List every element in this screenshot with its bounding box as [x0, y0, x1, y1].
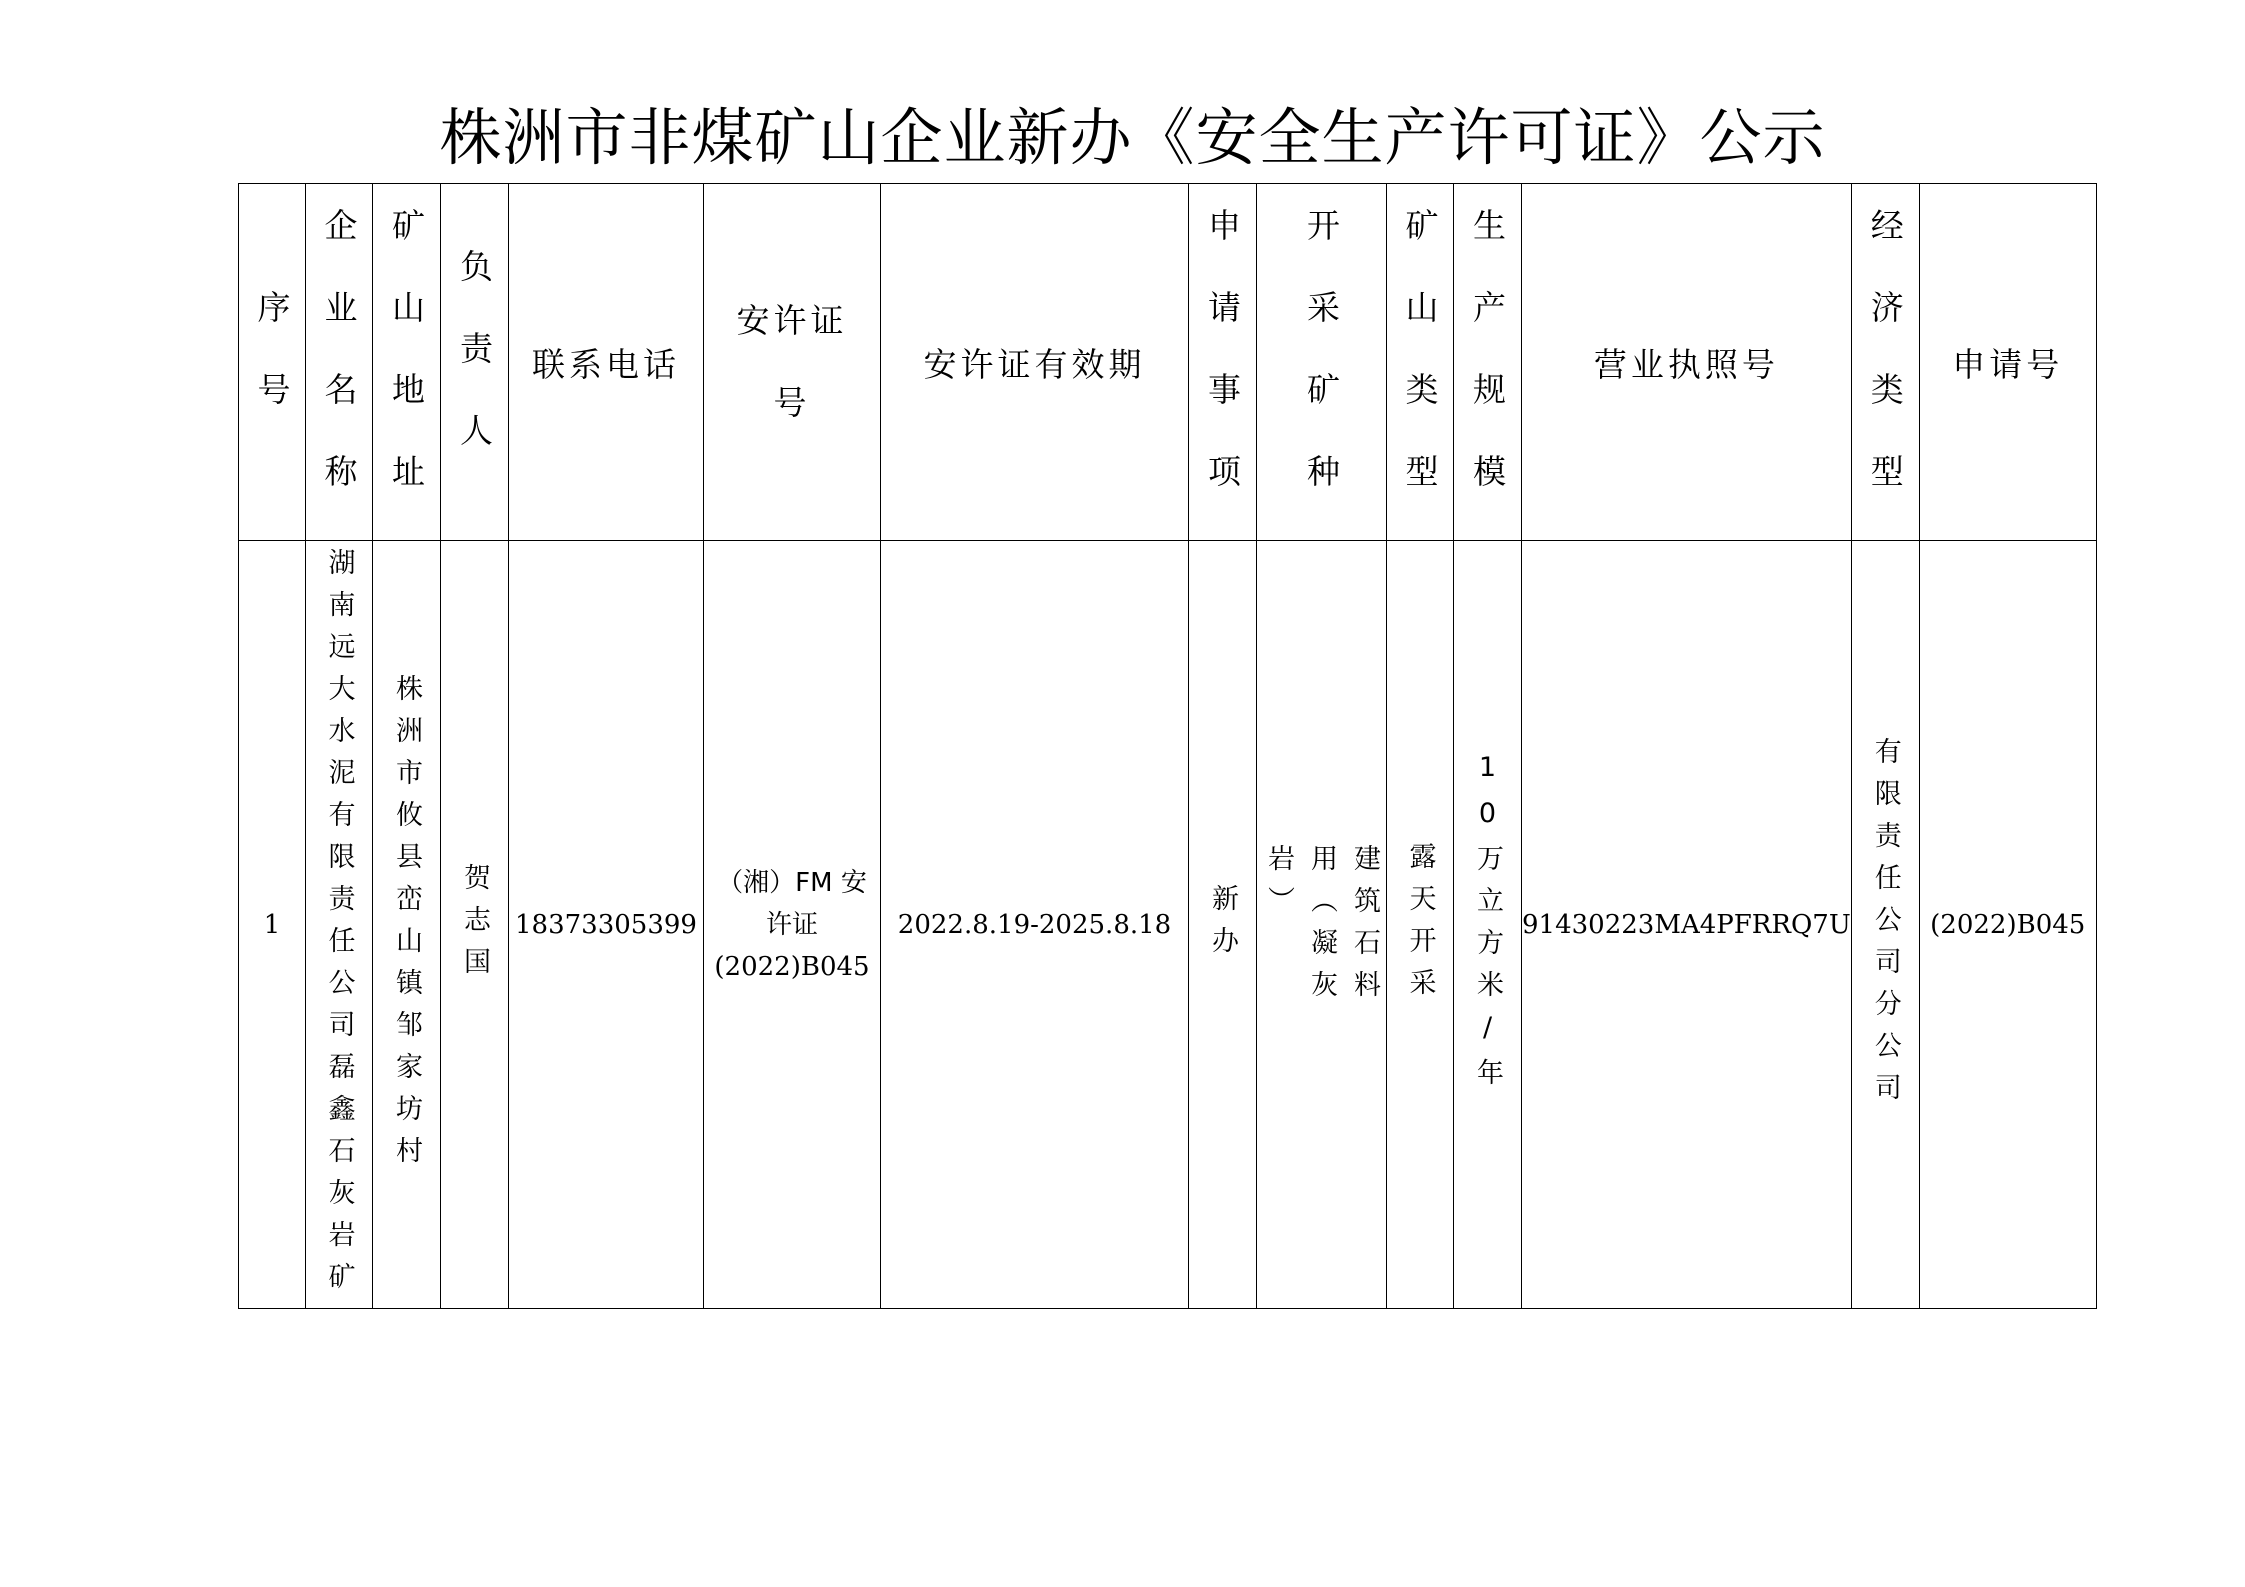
- header-seq: 序号: [239, 184, 306, 541]
- header-phone: 联系电话: [509, 184, 704, 541]
- cell-company: 湖南远大水泥有限责任公司磊鑫石灰岩矿: [306, 541, 373, 1309]
- header-validity: 安许证有效期: [881, 184, 1189, 541]
- header-app-no: 申请号: [1919, 184, 2096, 541]
- cell-app-no: (2022)B045: [1919, 541, 2096, 1309]
- table-row: [239, 541, 2097, 1309]
- permit-table: [238, 183, 2097, 1309]
- cell-mineral: 建筑石料 用（凝灰 岩）: [1257, 541, 1387, 1309]
- page-title: 株洲市非煤矿山企业新办《安全生产许可证》公示: [439, 101, 1826, 174]
- cell-seq: 1: [239, 541, 306, 1309]
- header-scale: 生产规模: [1454, 184, 1522, 541]
- cell-permit-no: （湘）FM 安 许证 (2022)B045: [704, 541, 881, 1309]
- header-mine-type: 矿山类型: [1387, 184, 1454, 541]
- header-license: 营业执照号: [1522, 184, 1852, 541]
- header-person: 负责人: [441, 184, 509, 541]
- header-mineral: 开采矿种: [1257, 184, 1387, 541]
- header-company: 企业名称: [306, 184, 373, 541]
- cell-econ: 有限责任公司分公司: [1851, 541, 1919, 1309]
- header-permit-no: 安许证 号: [704, 184, 881, 541]
- header-matter: 申请事项: [1189, 184, 1257, 541]
- header-econ: 经济类型: [1851, 184, 1919, 541]
- table-header-row: [239, 184, 2097, 541]
- cell-mine-type: 露天开采: [1387, 541, 1454, 1309]
- cell-validity: 2022.8.19-2025.8.18: [881, 541, 1189, 1309]
- cell-license: 91430223MA4PFRRQ7U: [1522, 541, 1852, 1309]
- cell-person: 贺志国: [441, 541, 509, 1309]
- cell-phone: 18373305399: [509, 541, 704, 1309]
- cell-address: 株洲市攸县峦山镇邹家坊村: [373, 541, 441, 1309]
- header-address: 矿山地址: [373, 184, 441, 541]
- cell-matter: 新办: [1189, 541, 1257, 1309]
- cell-scale: 10万立方米/年: [1454, 541, 1522, 1309]
